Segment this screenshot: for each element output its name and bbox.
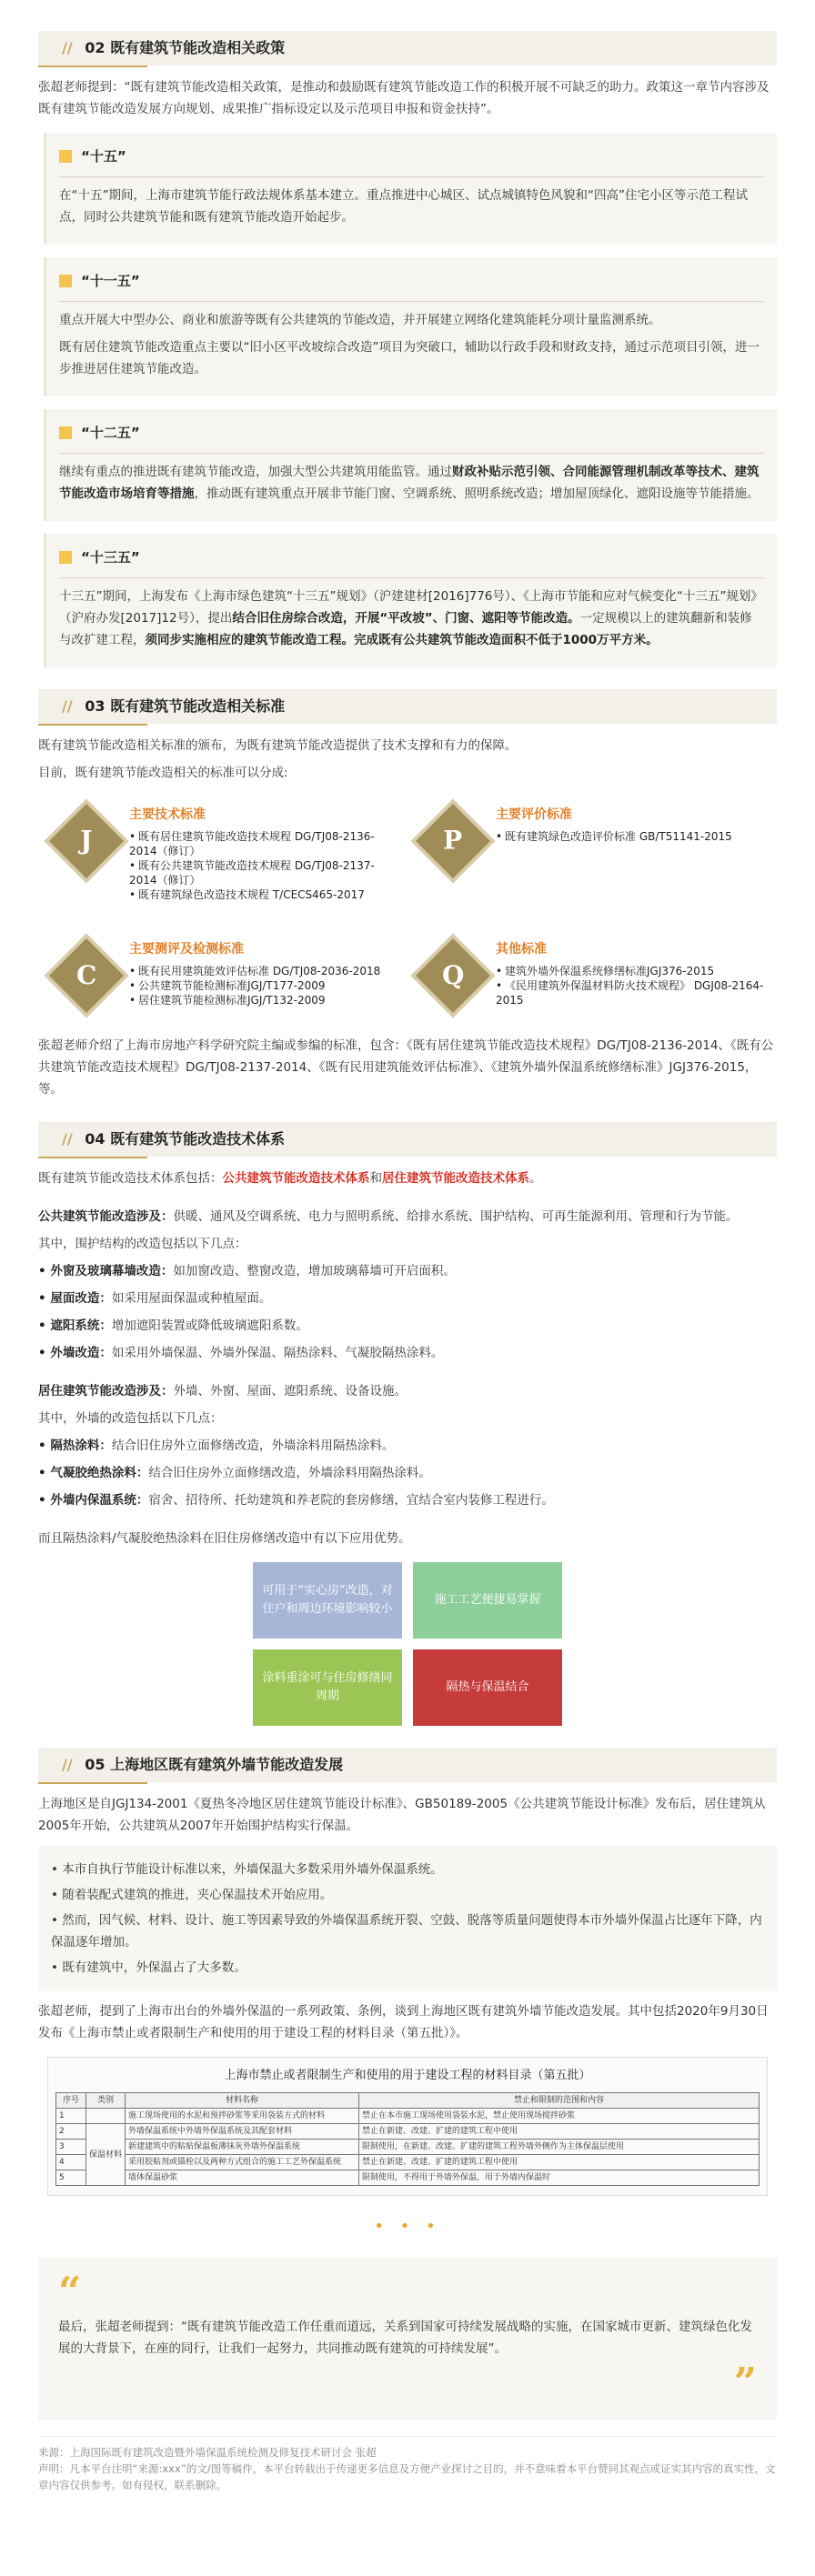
disclaimer-text: 声明：凡本平台注明“来源:xxx”的文/图等稿件，本平台转载出于传递更多信息及方便产业探讨之目的，并不意味着本平台赞同其观点或证实其内容的真实性，文章内容仅供参考。如有侵权，联系删除。 — [38, 2462, 776, 2491]
open-quote-icon: “ — [58, 2269, 82, 2315]
section-slash-icon: // — [62, 39, 73, 56]
document-title: 上海市禁止或者限制生产和使用的用于建设工程的材料目录（第五批） — [224, 2069, 591, 2082]
header-underline — [38, 1157, 147, 1158]
list-item: • 随着装配式建筑的推进，夹心保温技术开始应用。 — [51, 1888, 333, 1902]
advantage-tile: 涂料重涂可与住房修缮同周期 — [253, 1649, 402, 1726]
standard-item: • 公共建筑节能检测标准JGJ/T177-2009 — [129, 979, 326, 992]
divider — [59, 577, 764, 578]
list-item: • 遮阳系统：增加遮阳装置或降低玻璃遮阳系数。 — [38, 1318, 308, 1333]
era-text: 重点开展大中型办公、商业和旅游等既有公共建筑的节能改造，并开展建立网络化建筑能耗分项计量监测系统。 — [59, 313, 661, 327]
table-header: 类别 — [86, 2093, 126, 2109]
closing-quote — [38, 2258, 777, 2420]
list-item: • 隔热涂料：结合旧住房外立面修缮改造，外墙涂料用隔热涂料。 — [38, 1438, 395, 1453]
table-header: 序号 — [56, 2093, 86, 2109]
standard-group-title: 主要技术标准 — [129, 807, 206, 822]
section-intro: 目前，既有建筑节能改造相关的标准可以分成: — [38, 766, 288, 780]
square-marker-icon — [59, 426, 72, 439]
advantage-tile: 施工工艺便捷易掌握 — [413, 1562, 562, 1639]
footer — [38, 2436, 777, 2493]
square-marker-icon — [59, 150, 72, 163]
residential-building-lead: 其中，外墙的改造包括以下几点： — [38, 1411, 223, 1426]
public-building-lead: 其中，围护结构的改造包括以下几点： — [38, 1237, 247, 1251]
standard-item: • 既有建筑绿色改造技术规程 T/CECS465-2017 — [129, 888, 365, 901]
list-item: • 既有建筑中，外保温占了大多数。 — [51, 1960, 247, 1975]
table-row: 3 新建建筑中的粘贴保温板薄抹灰外墙外保温系统 限制使用，在新建、改建、扩建的建筑工程外墙外侧作为主体保温层使用 — [56, 2140, 760, 2155]
standard-item: • 居住建筑节能检测标准JGJ/T132-2009 — [129, 994, 326, 1007]
table-row: 5 墙体保温砂浆 限制使用，不得用于外墙外保温，用于外墙内保温时 — [56, 2170, 760, 2186]
era-block-12th — [44, 409, 777, 521]
list-item: • 气凝胶绝热涂料：结合旧住房外立面修缮改造，外墙涂料用隔热涂料。 — [38, 1466, 431, 1480]
advantage-tile: 隔热与保温结合 — [413, 1649, 562, 1726]
article — [38, 0, 777, 2511]
section-slash-icon: // — [62, 1130, 73, 1148]
section-05-header — [38, 1748, 777, 1782]
square-marker-icon — [59, 275, 72, 287]
era-block-10th — [44, 133, 777, 245]
standard-item: • 《民用建筑外保温材料防火技术规程》 DGJ08-2164-2015 — [496, 979, 764, 1007]
divider — [59, 301, 764, 302]
close-quote-icon: ” — [733, 2360, 757, 2406]
section-03-header — [38, 689, 777, 724]
section-outro: 张超老师，提到了上海市出台的外墙外保温的一系列政策、条例，谈到上海地区既有建筑外墙节能改造发展。其中包括2020年9月30日发布《上海市禁止或者限制生产和使用的用于建设工程的材料目录（第五批）》。 — [38, 2004, 769, 2040]
standard-item: • 建筑外墙外保温系统修缮标准JGJ376-2015 — [496, 965, 715, 977]
standard-item: • 既有公共建筑节能改造技术规程 DG/TJ08-2137-2014（修订） — [129, 859, 375, 887]
standard-group-title: 其他标准 — [496, 942, 547, 957]
era-label: “十二五” — [81, 425, 140, 441]
standard-item: • 既有建筑绿色改造评价标准 GB/T51141-2015 — [496, 830, 732, 843]
standard-item: • 既有居住建筑节能改造技术规程 DG/TJ08-2136-2014（修订） — [129, 830, 375, 857]
advantage-tiles — [253, 1562, 562, 1726]
section-slash-icon: // — [62, 1756, 73, 1773]
table-header: 材料名称 — [126, 2093, 359, 2109]
standard-group-title: 主要评价标准 — [496, 807, 572, 822]
diamond-letter-icon: C — [49, 938, 124, 1013]
list-item: • 外窗及玻璃幕墙改造：如加窗改造、整窗改造，增加玻璃幕墙可开启面积。 — [38, 1264, 456, 1278]
standards-grid — [49, 804, 766, 1007]
table-header: 禁止和限制的范围和内容 — [359, 2093, 760, 2109]
diamond-letter-icon: J — [49, 804, 124, 878]
section-intro: 既有建筑节能改造技术体系包括：公共建筑节能改造技术体系和居住建筑节能改造技术体系。 — [38, 1171, 542, 1186]
advantages-lead: 而且隔热涂料/气凝胶绝热涂料在旧住房修缮改造中有以下应用优势。 — [38, 1531, 411, 1546]
advantage-tile: 可用于“实心房”改造，对住户和周边环境影响较小 — [253, 1562, 402, 1639]
standard-group-other — [416, 938, 766, 1007]
era-text: 在“十五”期间，上海市建筑节能行政法规体系基本建立。重点推进中心城区、试点城镇特色风貌和“四高”住宅小区等示范工程试点，同时公共建筑节能和既有建筑节能改造开始起步。 — [59, 188, 748, 225]
table-row: 1 施工现场使用的水泥和预拌砂浆等采用袋装方式的材料 禁止在本市施工现场使用袋装水泥，禁止使用现场搅拌砂浆 — [56, 2109, 760, 2124]
era-text: 继续有重点的推进既有建筑节能改造，加强大型公共建筑用能监管。通过财政补贴示范引领、合同能源管理机制改革等技术、建筑节能改造市场培育等措施，推动既有建筑重点开展非节能门窗、空调系统、照明系统改造；增加屋顶绿化、遮阳设施等节能措施。 — [59, 465, 760, 501]
residential-building-scope: 居住建筑节能改造涉及：外墙、外窗、屋面、遮阳系统、设备设施。 — [38, 1384, 407, 1398]
era-label: “十一五” — [81, 273, 140, 289]
list-item: • 外墙内保温系统：宿舍、招待所、托幼建筑和养老院的套房修缮，宜结合室内装修工程进行。 — [38, 1493, 554, 1508]
divider — [59, 453, 764, 454]
table-row: 2 保温材料 外墙保温系统中外墙外保温系统及其配套材料 禁止在新建、改建、扩建的建筑工程中使用 — [56, 2124, 760, 2140]
header-underline — [38, 65, 147, 67]
standard-group-technical — [49, 804, 399, 902]
section-intro: 张超老师提到：“既有建筑节能改造相关政策，是推动和鼓励既有建筑节能改造工作的积极开展不可缺乏的助力。政策这一章节内容涉及既有建筑节能改造发展方向规划、成果推广指标设定以及示范项目申报和资金扶持”。 — [38, 80, 770, 116]
regulation-document-image — [47, 2057, 768, 2196]
section-title: 03 既有建筑节能改造相关标准 — [85, 697, 286, 715]
section-intro: 既有建筑节能改造相关标准的颁布，为既有建筑节能改造提供了技术支撑和有力的保障。 — [38, 738, 518, 753]
era-block-13th — [44, 534, 777, 667]
list-item: • 然而，因气候、材料、设计、施工等因素导致的外墙保温系统开裂、空鼓、脱落等质量问题使得本市外墙外保温占比逐年下降，内保温逐年增加。 — [51, 1913, 762, 1950]
public-building-scope: 公共建筑节能改造涉及：供暖、通风及空调系统、电力与照明系统、给排水系统、围护结构、可再生能源利用、管理和行为节能。 — [38, 1209, 739, 1224]
standard-group-title: 主要测评及检测标准 — [129, 942, 244, 957]
standard-item: • 既有民用建筑能效评估标准 DG/TJ08-2036-2018 — [129, 965, 381, 977]
source-text: 来源：上海国际既有建筑改造暨外墙保温系统检测及修复技术研讨会 张超 — [38, 2446, 377, 2459]
header-underline — [38, 1782, 147, 1784]
era-label: “十五” — [81, 148, 126, 165]
table-row: 4 采用胶粘剂或锚栓以及两种方式组合的施工工艺外保温系统 禁止在新建、改建、扩建的建筑工程中使用 — [56, 2155, 760, 2170]
section-slash-icon: // — [62, 697, 73, 715]
separator-dots: • • • — [374, 2217, 441, 2236]
standard-group-evaluation — [416, 804, 766, 902]
diamond-letter-icon: P — [416, 804, 490, 878]
list-item: • 外墙改造：如采用外墙保温、外墙外保温、隔热涂料、气凝胶隔热涂料。 — [38, 1346, 444, 1360]
quote-text: 最后，张超老师提到：“既有建筑节能改造工作任重而道远，关系到国家可持续发展战略的实施，在国家城市更新、建筑绿色化发展的大背景下，在座的同行，让我们一起努力，共同推动既有建筑的可持续发展”。 — [58, 2320, 752, 2356]
section-title: 05 上海地区既有建筑外墙节能改造发展 — [85, 1756, 344, 1773]
square-marker-icon — [59, 551, 72, 564]
section-intro: 上海地区是自JGJ134-2001《夏热冬冷地区居住建筑节能设计标准》、GB50189-2005《公共建筑节能设计标准》发布后，居住建筑从2005年开始，公共建筑从2007年开始围护结构实行保温。 — [38, 1797, 766, 1833]
standard-group-testing — [49, 938, 399, 1007]
era-block-11th — [44, 257, 777, 396]
section-outro: 张超老师介绍了上海市房地产科学研究院主编或参编的标准，包含：《既有居住建筑节能改造技术规程》DG/TJ08-2136-2014、《既有公共建筑节能改造技术规程》DG/TJ08-2137-2014、《既有民用建筑能效评估标准》、《建筑外墙外保温系统修缮标准》JGJ376-2015，等。 — [38, 1038, 774, 1097]
section-04-header — [38, 1122, 777, 1157]
diamond-letter-icon: Q — [416, 938, 490, 1013]
section-title: 04 既有建筑节能改造技术体系 — [85, 1130, 286, 1148]
section-title: 02 既有建筑节能改造相关政策 — [85, 39, 286, 56]
list-item: • 屋面改造：如采用屋面保温或种植屋面。 — [38, 1291, 272, 1306]
header-underline — [38, 724, 147, 726]
era-label: “十三五” — [81, 549, 140, 566]
trend-list — [38, 1846, 777, 1991]
era-text: 既有居住建筑节能改造重点主要以“旧小区平改坡综合改造”项目为突破口，辅助以行政手段和财政支持，通过示范项目引领，进一步推进居住建筑节能改造。 — [59, 340, 760, 376]
list-item: • 本市自执行节能设计标准以来，外墙保温大多数采用外墙外保温系统。 — [51, 1862, 443, 1877]
era-text: 十三五”期间，上海发布《上海市绿色建筑“十三五”规划》（沪建建材[2016]776号）、《上海市节能和应对气候变化“十三五”规划》（沪府办发[2017]12号），提出结合旧住房综合改造，开展“平改坡”、门窗、遮阳等节能改造。一定规模以上的建筑翻新和装修与改扩建工程，须同步实施相应的建筑节能改造工程。完成既有公共建筑节能改造面积不低于1000万平方米。 — [59, 589, 763, 647]
section-02-header — [38, 31, 777, 65]
divider — [59, 176, 764, 177]
materials-table — [55, 2092, 760, 2186]
